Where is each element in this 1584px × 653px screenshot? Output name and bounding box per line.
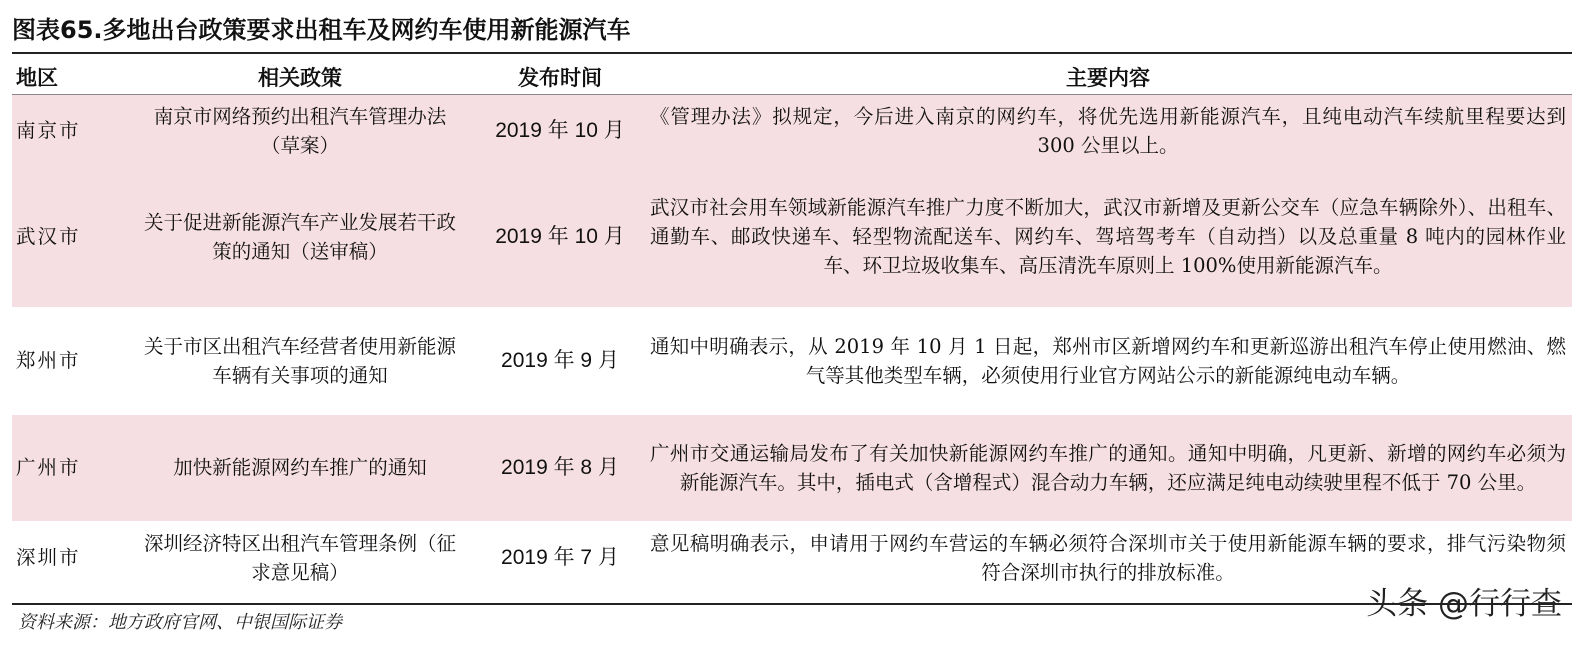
row-policy: 加快新能源网约车推广的通知 [124,415,476,521]
row-content: 广州市交通运输局发布了有关加快新能源网约车推广的通知。通知中明确，凡更新、新增的网约车必须为新能源汽车。其中，插电式（含增程式）混合动力车辆，还应满足纯电动续驶里程不低于 70 公里。 [644,415,1572,521]
table-row [12,415,1572,521]
row-date: 2019 年 7 月 [501,546,619,569]
row-region: 广州市 [12,415,124,521]
header-region: 地区 [12,62,124,95]
table-header-row [12,62,1572,95]
row-content: 武汉市社会用车领域新能源汽车推广力度不断加大，武汉市新增及更新公交车（应急车辆除外）、出租车、通勤车、邮政快递车、轻型物流配送车、网约车、驾培驾考车（自动挡）以及总重量 8 吨内的园林作业车、环卫垃圾收集车、高压清洗车原则上 100%使用新能源汽车。 [644,167,1572,307]
source-note: 资料来源：地方政府官网、中银国际证券 [18,612,342,633]
header-date: 发布时间 [476,62,644,95]
table-row [12,95,1572,167]
row-date: 2019 年 9 月 [501,349,619,372]
row-policy: 南京市网络预约出租汽车管理办法（草案） [124,95,476,167]
row-content: 通知中明确表示，从 2019 年 10 月 1 日起，郑州市区新增网约车和更新巡游出租汽车停止使用燃油、燃气等其他类型车辆，必须使用行业官方网站公示的新能源纯电动车辆。 [650,334,1566,387]
row-date: 2019 年 8 月 [476,415,644,521]
row-content: 意见稿明确表示，申请用于网约车营运的车辆必须符合深圳市关于使用新能源车辆的要求，排气污染物须符合深圳市执行的排放标准。 [650,531,1566,584]
page-title: 图表65.多地出台政策要求出租车及网约车使用新能源汽车 [12,16,631,44]
policy-table [12,62,1572,595]
row-date: 2019 年 10 月 [476,95,644,167]
header-policy: 相关政策 [124,62,476,95]
row-region: 深圳市 [16,546,81,569]
row-policy: 关于市区出租汽车经营者使用新能源车辆有关事项的通知 [143,334,456,387]
row-policy: 深圳经济特区出租汽车管理条例（征求意见稿） [143,531,456,584]
title-divider [12,52,1572,54]
table-row [12,167,1572,307]
watermark: 头条 @行行查 [1366,586,1562,622]
row-region: 郑州市 [16,349,81,372]
table-row [12,307,1572,415]
row-content: 《管理办法》拟规定，今后进入南京的网约车，将优先选用新能源汽车，且纯电动汽车续航里程要达到 300 公里以上。 [644,95,1572,167]
table-row [12,521,1572,595]
row-date: 2019 年 10 月 [476,167,644,307]
row-region: 南京市 [12,95,124,167]
table-bottom-rule [12,603,1572,605]
row-region: 武汉市 [12,167,124,307]
row-policy: 关于促进新能源汽车产业发展若干政策的通知（送审稿） [124,167,476,307]
header-content: 主要内容 [644,62,1572,95]
